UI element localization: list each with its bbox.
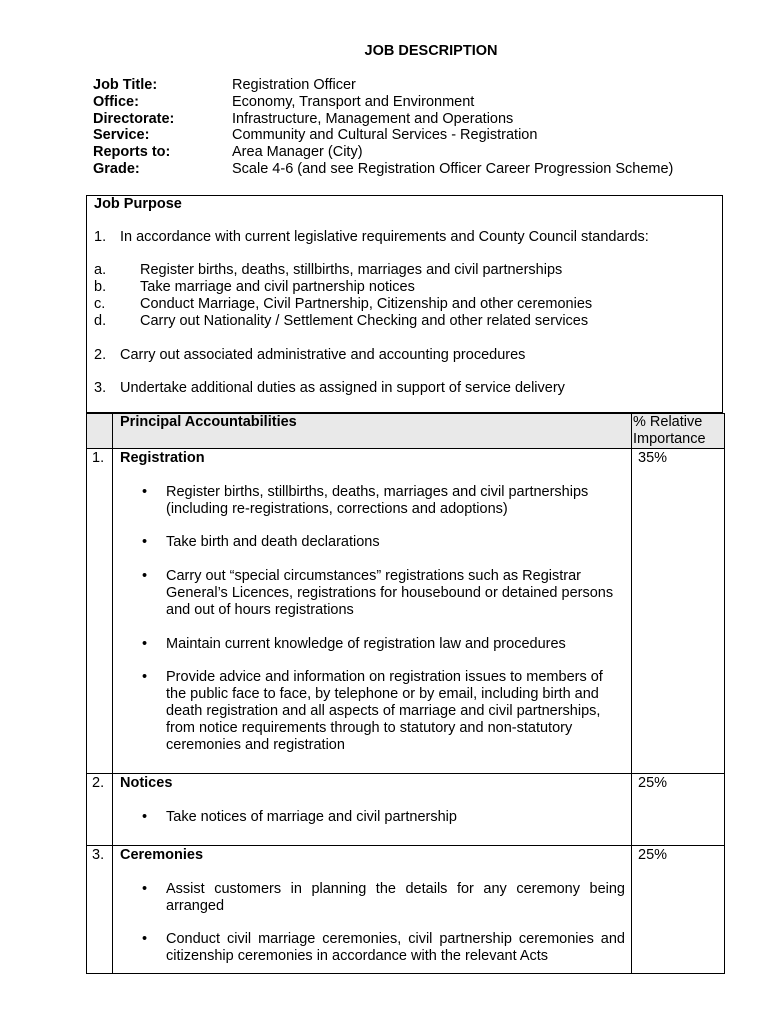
job-title-row <box>93 77 733 94</box>
list-item <box>120 484 625 518</box>
reports-to-value: Area Manager (City) <box>232 144 363 161</box>
list-item <box>120 931 625 965</box>
sub-item-letter: d. <box>94 313 107 329</box>
directorate-value: Infrastructure, Management and Operations <box>232 110 514 127</box>
list-item <box>120 669 625 753</box>
purpose-item-text: Carry out associated administrative and accounting procedures <box>120 347 526 363</box>
sub-item-letter: b. <box>94 279 107 295</box>
list-item-text: Maintain current knowledge of registration law and procedures <box>166 635 566 652</box>
list-item <box>120 568 625 618</box>
bullet-icon: • <box>142 568 148 585</box>
section-title: Registration <box>120 450 205 466</box>
section-importance: 35% <box>632 449 725 774</box>
job-title-value: Registration Officer <box>232 77 356 93</box>
document-title: JOB DESCRIPTION <box>364 43 498 59</box>
sub-item-text: Conduct Marriage, Civil Partnership, Citizenship and other ceremonies <box>140 296 593 312</box>
section-number: 3. <box>87 846 113 974</box>
table-row <box>87 846 725 974</box>
service-row <box>93 127 733 144</box>
list-item-text: Conduct civil marriage ceremonies, civil partnership ceremonies and citizenship ceremonies in accordance with the relevant Acts <box>166 931 625 965</box>
office-value: Economy, Transport and Environment <box>232 93 475 110</box>
reports-to-label: Reports to: <box>93 144 171 161</box>
sub-item-text: Register births, deaths, stillbirths, marriages and civil partnerships <box>140 262 563 278</box>
list-item-text: Register births, stillbirths, deaths, marriages and civil partnerships (including re-registrations, corrections and adoptions) <box>166 483 589 517</box>
grade-label: Grade: <box>93 160 140 177</box>
bullet-icon: • <box>142 483 148 500</box>
directorate-row <box>93 111 733 128</box>
bullet-icon: • <box>142 534 148 551</box>
list-item <box>120 636 625 653</box>
list-item <box>120 809 625 826</box>
list-item-text: Carry out “special circumstances” registrations such as Registrar General’s Licences, registrations for housebound or detained persons and out of hours registrations <box>166 568 614 618</box>
list-item-text: Take birth and death declarations <box>166 534 380 551</box>
section-title: Ceremonies <box>120 847 204 863</box>
bullet-list <box>120 881 625 965</box>
list-item-text: Provide advice and information on registration issues to members of the public face to face, by telephone or by email, including birth and death registration and all aspects of marriage and civil partnerships, from notice requirements through to statutory and non-statutory ceremonies and registration <box>166 669 603 753</box>
bullet-icon: • <box>142 635 148 652</box>
purpose-item-number: 2. <box>94 347 107 363</box>
section-number: 1. <box>87 449 113 774</box>
service-value: Community and Cultural Services - Registration <box>232 127 538 144</box>
section-content <box>113 774 632 846</box>
purpose-item <box>94 347 525 364</box>
job-title-label: Job Title: <box>93 77 158 93</box>
grade-row <box>93 161 733 178</box>
job-purpose-title: Job Purpose <box>94 196 182 212</box>
reports-to-row <box>93 144 733 161</box>
section-content <box>113 846 632 974</box>
purpose-item-text: Undertake additional duties as assigned in support of service delivery <box>120 380 565 396</box>
service-label: Service: <box>93 127 150 144</box>
table-header-row <box>87 414 725 449</box>
list-item-text: Take notices of marriage and civil partnership <box>166 808 457 825</box>
purpose-sub-item <box>94 262 562 279</box>
bullet-list <box>120 809 625 826</box>
accountabilities-table <box>86 413 725 974</box>
grade-value: Scale 4-6 (and see Registration Officer Career Progression Scheme) <box>232 160 674 177</box>
purpose-item-number: 3. <box>94 380 107 396</box>
sub-item-letter: c. <box>94 296 106 312</box>
sub-item-text: Take marriage and civil partnership notices <box>140 279 415 295</box>
bullet-icon: • <box>142 808 148 825</box>
purpose-item-number: 1. <box>94 229 107 245</box>
list-item-text: Assist customers in planning the details for any ceremony being arranged <box>166 880 625 914</box>
bullet-list <box>120 484 625 754</box>
sub-item-letter: a. <box>94 262 107 278</box>
bullet-icon: • <box>142 931 148 948</box>
list-item <box>120 881 625 915</box>
table-row <box>87 449 725 774</box>
principal-accountabilities-header: Principal Accountabilities <box>113 414 632 449</box>
purpose-item-text: In accordance with current legislative requirements and County Council standards: <box>120 229 649 245</box>
header-number-cell <box>87 414 113 449</box>
relative-importance-header: % Relative Importance <box>632 414 725 449</box>
sub-item-text: Carry out Nationality / Settlement Checking and other related services <box>140 313 589 329</box>
job-purpose-box <box>86 195 723 413</box>
office-label: Office: <box>93 93 139 110</box>
list-item <box>120 534 625 551</box>
section-number: 2. <box>87 774 113 846</box>
purpose-item <box>94 229 649 246</box>
bullet-icon: • <box>142 880 148 897</box>
purpose-sub-item <box>94 296 592 313</box>
office-row <box>93 94 733 111</box>
directorate-label: Directorate: <box>93 110 175 127</box>
section-title: Notices <box>120 775 173 791</box>
purpose-sub-item <box>94 279 415 296</box>
job-details <box>93 77 733 178</box>
section-importance: 25% <box>632 846 725 974</box>
section-importance: 25% <box>632 774 725 846</box>
section-content <box>113 449 632 774</box>
purpose-sub-item <box>94 313 588 330</box>
table-row <box>87 774 725 846</box>
bullet-icon: • <box>142 669 148 686</box>
purpose-item <box>94 380 565 397</box>
